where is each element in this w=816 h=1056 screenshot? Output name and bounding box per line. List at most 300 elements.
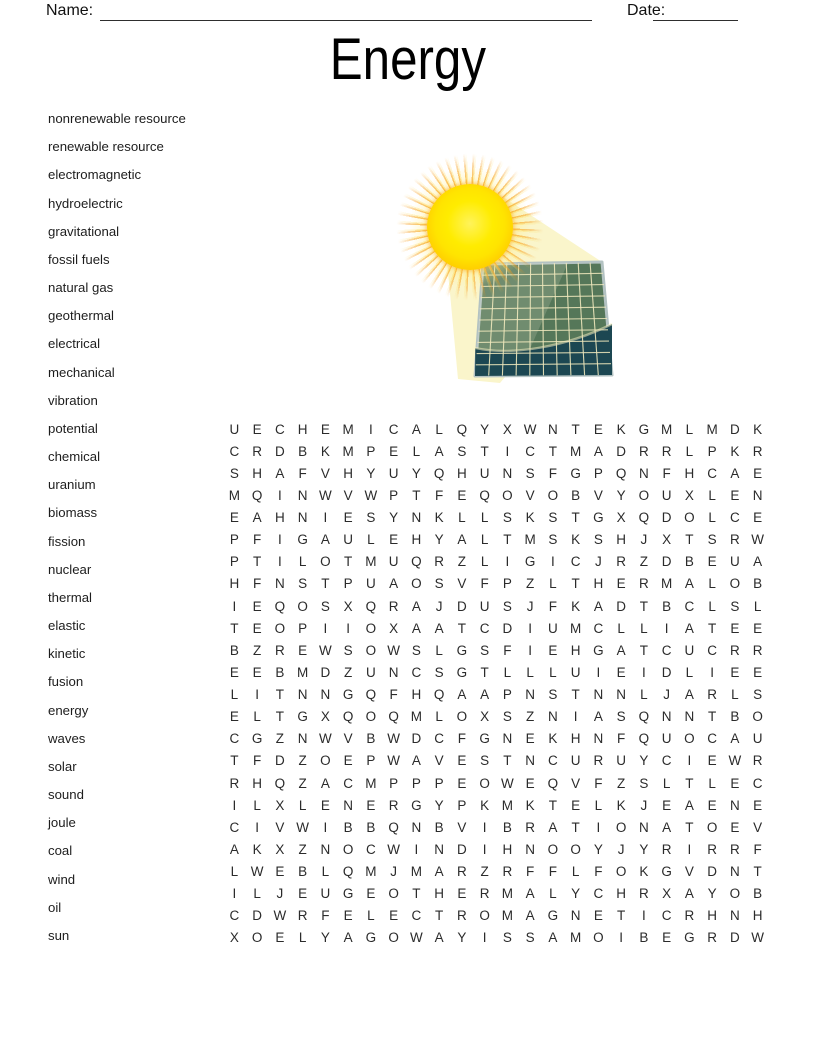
word-list-item: sound [48, 787, 84, 803]
grid-letter: B [366, 819, 376, 835]
grid-letter: M [342, 421, 354, 437]
grid-letter: V [753, 819, 763, 835]
grid-letter: N [502, 465, 513, 481]
grid-letter: M [661, 576, 673, 592]
grid-letter: C [229, 819, 240, 835]
grid-letter: A [548, 930, 558, 946]
grid-letter: F [548, 598, 557, 614]
grid-letter: G [251, 731, 263, 747]
grid-letter: Z [639, 554, 648, 570]
grid-letter: X [502, 421, 512, 437]
grid-letter: X [684, 487, 694, 503]
grid-letter: D [457, 598, 467, 614]
grid-letter: I [482, 819, 487, 835]
grid-letter: T [571, 510, 580, 526]
grid-letter: D [730, 421, 740, 437]
grid-letter: Z [298, 753, 307, 769]
word-list-item: biomass [48, 505, 98, 521]
word-list-item: waves [48, 730, 86, 746]
grid-letter: M [410, 709, 422, 725]
grid-letter: C [343, 775, 353, 791]
grid-letter: Q [638, 510, 650, 526]
grid-letter: T [571, 421, 580, 437]
grid-letter: A [229, 841, 239, 857]
word-list-item: thermal [48, 589, 92, 605]
grid-letter: I [277, 532, 282, 548]
grid-letter: P [389, 487, 399, 503]
grid-letter: N [593, 731, 604, 747]
grid-letter: P [343, 576, 353, 592]
word-list-item: fusion [48, 674, 84, 690]
grid-letter: U [570, 664, 581, 680]
grid-letter: J [663, 687, 670, 703]
grid-letter: O [615, 864, 627, 880]
grid-letter: U [548, 620, 558, 636]
grid-letter: H [343, 465, 353, 481]
grid-letter: U [229, 421, 240, 437]
grid-letter: R [502, 864, 513, 880]
grid-letter: L [549, 886, 557, 902]
grid-letter: U [684, 642, 695, 658]
grid-letter: L [640, 687, 648, 703]
grid-letter: N [275, 576, 285, 592]
grid-letter: E [252, 664, 262, 680]
grid-letter: J [640, 797, 648, 813]
grid-letter: A [343, 930, 353, 946]
grid-letter: Z [298, 775, 307, 791]
grid-letter: L [298, 554, 307, 570]
grid-letter: N [411, 510, 422, 526]
grid-letter: P [707, 443, 717, 459]
grid-letter: K [616, 421, 626, 437]
name-label: Name: [46, 2, 94, 19]
grid-letter: S [343, 642, 353, 658]
word-list-item: electromagnetic [48, 167, 142, 183]
grid-letter: T [548, 443, 557, 459]
grid-letter: K [480, 797, 490, 813]
grid-letter: S [548, 510, 558, 526]
grid-letter: S [593, 532, 603, 548]
grid-letter: N [502, 731, 513, 747]
grid-letter: L [549, 576, 557, 592]
grid-letter: O [365, 709, 377, 725]
grid-letter: L [503, 664, 512, 680]
grid-letter: N [320, 687, 331, 703]
grid-letter: E [730, 664, 740, 680]
grid-letter: S [616, 709, 626, 725]
grid-letter: H [593, 576, 604, 592]
grid-letter: P [502, 576, 512, 592]
grid-letter: P [457, 797, 467, 813]
grid-letter: W [319, 731, 332, 747]
word-list-item: nuclear [48, 561, 92, 577]
grid-letter: E [389, 908, 399, 924]
grid-letter: H [570, 731, 581, 747]
grid-letter: W [250, 864, 264, 880]
grid-letter: A [684, 576, 694, 592]
grid-letter: J [276, 886, 284, 902]
grid-letter: T [503, 532, 512, 548]
grid-letter: T [253, 554, 262, 570]
grid-letter: L [685, 443, 694, 459]
grid-letter: E [730, 819, 740, 835]
grid-letter: X [343, 598, 353, 614]
grid-letter: A [434, 620, 444, 636]
grid-letter: E [320, 797, 330, 813]
grid-letter: N [320, 841, 331, 857]
grid-letter: N [525, 841, 535, 857]
grid-letter: O [684, 731, 695, 747]
grid-letter: S [502, 930, 512, 946]
grid-letter: S [366, 510, 376, 526]
grid-letter: E [571, 797, 581, 813]
grid-letter: Y [389, 510, 399, 526]
grid-letter: S [457, 443, 467, 459]
grid-letter: I [255, 687, 259, 703]
grid-letter: E [707, 753, 717, 769]
grid-letter: W [387, 841, 400, 857]
sun-icon [427, 184, 513, 270]
grid-letter: R [229, 775, 240, 791]
grid-letter: A [457, 687, 467, 703]
grid-letter: H [616, 886, 626, 902]
grid-letter: L [230, 687, 239, 703]
grid-letter: K [525, 797, 535, 813]
grid-letter: F [662, 465, 671, 481]
grid-letter: L [367, 908, 375, 924]
word-list-item: vibration [48, 392, 98, 408]
grid-letter: Z [526, 576, 535, 592]
grid-letter: H [684, 465, 695, 481]
grid-letter: N [525, 687, 535, 703]
grid-letter: T [685, 532, 694, 548]
word-list-item: kinetic [48, 646, 86, 662]
grid-letter: C [593, 886, 604, 902]
grid-letter: F [253, 576, 262, 592]
grid-letter: K [571, 532, 581, 548]
grid-letter: S [320, 598, 330, 614]
grid-letter: N [297, 510, 308, 526]
grid-letter: A [411, 753, 421, 769]
grid-letter: O [251, 930, 263, 946]
grid-letter: C [661, 908, 672, 924]
grid-letter: U [388, 554, 399, 570]
grid-letter: S [525, 465, 535, 481]
grid-letter: F [503, 642, 512, 658]
grid-letter: K [525, 510, 535, 526]
grid-letter: B [753, 886, 763, 902]
grid-letter: L [230, 864, 239, 880]
grid-letter: H [411, 532, 422, 548]
grid-letter: O [615, 819, 627, 835]
grid-letter: G [570, 465, 581, 481]
word-list-item: renewable resource [48, 139, 164, 155]
grid-letter: G [456, 642, 468, 658]
grid-letter: P [434, 775, 444, 791]
grid-letter: F [526, 864, 535, 880]
grid-letter: C [411, 664, 422, 680]
grid-letter: R [525, 819, 535, 835]
grid-letter: I [710, 664, 714, 680]
grid-letter: C [752, 775, 763, 791]
grid-letter: Q [365, 598, 377, 614]
grid-letter: R [388, 797, 399, 813]
grid-letter: R [661, 443, 672, 459]
grid-letter: A [525, 886, 535, 902]
grid-letter: V [343, 731, 353, 747]
grid-letter: E [366, 886, 376, 902]
grid-letter: I [505, 443, 510, 459]
grid-letter: I [528, 620, 532, 636]
grid-letter: Q [411, 554, 422, 570]
grid-letter: I [277, 487, 282, 503]
grid-letter: W [523, 421, 537, 437]
grid-letter: L [298, 797, 307, 813]
grid-letter: Y [480, 421, 490, 437]
grid-letter: R [707, 687, 717, 703]
word-list [48, 105, 186, 950]
grid-letter: L [549, 664, 557, 680]
grid-letter: B [298, 443, 308, 459]
grid-letter: Q [615, 465, 627, 481]
grid-letter: F [617, 731, 626, 747]
grid-letter: N [343, 797, 353, 813]
grid-letter: N [297, 487, 308, 503]
grid-letter: A [525, 908, 535, 924]
grid-letter: J [617, 841, 625, 857]
word-list-item: uranium [48, 477, 96, 493]
grid-letter: R [275, 642, 285, 658]
grid-letter: O [456, 709, 468, 725]
grid-letter: V [275, 819, 285, 835]
grid-letter: L [298, 930, 307, 946]
grid-letter: D [707, 864, 717, 880]
grid-letter: X [229, 930, 239, 946]
grid-letter: C [229, 908, 240, 924]
grid-letter: Q [342, 709, 354, 725]
grid-letter: G [547, 908, 559, 924]
grid-letter: G [593, 510, 604, 526]
grid-letter: L [253, 886, 261, 902]
grid-letter: I [482, 841, 487, 857]
grid-letter: E [753, 510, 763, 526]
grid-letter: D [457, 841, 467, 857]
grid-letter: L [435, 709, 443, 725]
word-list-item: hydroelectric [48, 195, 123, 211]
grid-letter: O [320, 554, 331, 570]
grid-letter: Q [638, 731, 650, 747]
grid-letter: X [480, 709, 490, 725]
grid-letter: J [595, 554, 602, 570]
grid-letter: O [411, 576, 422, 592]
grid-letter: S [730, 598, 740, 614]
grid-letter: X [275, 841, 285, 857]
grid-letter: Y [571, 886, 581, 902]
grid-letter: L [412, 443, 421, 459]
grid-letter: K [730, 443, 740, 459]
grid-letter: L [685, 421, 694, 437]
grid-letter: R [752, 443, 763, 459]
grid-letter: B [275, 664, 285, 680]
grid-letter: O [297, 598, 308, 614]
grid-letter: B [229, 642, 239, 658]
grid-letter: L [526, 664, 534, 680]
grid-letter: E [662, 930, 672, 946]
grid-letter: S [639, 775, 649, 791]
grid-letter: Y [639, 841, 649, 857]
grid-letter: U [343, 532, 353, 548]
grid-letter: T [230, 753, 239, 769]
grid-letter: R [639, 576, 649, 592]
grid-letter: J [435, 598, 443, 614]
grid-letter: N [297, 687, 308, 703]
grid-letter: W [319, 487, 332, 503]
grid-letter: B [571, 487, 581, 503]
grid-letter: E [730, 620, 740, 636]
grid-letter: D [411, 731, 422, 747]
grid-letter: F [321, 908, 330, 924]
grid-letter: R [297, 908, 308, 924]
grid-letter: O [502, 487, 513, 503]
grid-letter: L [253, 797, 261, 813]
grid-letter: G [638, 421, 650, 437]
grid-letter: J [390, 864, 397, 880]
grid-letter: I [323, 510, 328, 526]
grid-letter: H [275, 510, 285, 526]
grid-letter: Q [342, 864, 354, 880]
grid-letter: L [662, 775, 671, 791]
grid-letter: R [707, 930, 717, 946]
grid-letter: Z [275, 731, 284, 747]
grid-letter: S [502, 709, 512, 725]
grid-letter: P [411, 775, 421, 791]
grid-letter: N [570, 908, 581, 924]
grid-letter: I [232, 598, 237, 614]
grid-letter: H [570, 642, 581, 658]
grid-letter: I [255, 819, 259, 835]
grid-letter: E [275, 864, 285, 880]
grid-letter: T [571, 687, 580, 703]
grid-letter: G [456, 664, 468, 680]
grid-letter: L [753, 598, 762, 614]
grid-letter: S [548, 532, 558, 548]
word-list-item: elastic [48, 618, 86, 634]
grid-letter: E [662, 797, 672, 813]
grid-letter: P [389, 775, 399, 791]
grid-letter: N [639, 465, 649, 481]
grid-letter: I [596, 819, 601, 835]
grid-letter: B [662, 598, 672, 614]
grid-letter: A [411, 421, 421, 437]
grid-letter: B [343, 819, 353, 835]
grid-letter: M [524, 532, 536, 548]
grid-letter: L [708, 576, 716, 592]
grid-letter: M [570, 620, 582, 636]
grid-letter: O [729, 576, 741, 592]
grid-letter: B [730, 709, 740, 725]
grid-letter: D [661, 554, 672, 570]
grid-letter: E [389, 443, 399, 459]
grid-letter: O [365, 620, 377, 636]
word-list-item: solar [48, 758, 77, 774]
grid-letter: Z [253, 642, 262, 658]
grid-letter: C [229, 443, 240, 459]
grid-letter: Z [298, 841, 307, 857]
grid-letter: Y [639, 753, 649, 769]
grid-letter: F [457, 731, 466, 747]
grid-letter: G [593, 642, 604, 658]
grid-letter: D [252, 908, 262, 924]
grid-letter: G [684, 930, 695, 946]
grid-letter: Y [320, 930, 330, 946]
grid-letter: Q [274, 598, 286, 614]
grid-letter: V [525, 487, 535, 503]
grid-letter: Y [593, 841, 603, 857]
sun-solar-panel-illustration [390, 145, 630, 385]
word-list-item: mechanical [48, 364, 115, 380]
grid-letter: N [730, 908, 740, 924]
grid-letter: T [753, 864, 762, 880]
grid-letter: X [320, 709, 330, 725]
word-list-item: geothermal [48, 308, 114, 324]
grid-letter: Q [365, 687, 377, 703]
grid-letter: C [411, 908, 422, 924]
grid-letter: F [480, 576, 489, 592]
grid-letter: I [505, 554, 510, 570]
grid-letter: A [662, 819, 672, 835]
grid-letter: W [751, 532, 764, 548]
grid-letter: M [297, 664, 309, 680]
grid-letter: F [298, 465, 307, 481]
grid-letter: I [687, 841, 692, 857]
grid-letter: Q [433, 687, 445, 703]
grid-letter: A [275, 465, 285, 481]
grid-letter: A [457, 532, 467, 548]
grid-letter: S [480, 753, 490, 769]
grid-letter: F [389, 687, 398, 703]
grid-letter: I [641, 908, 646, 924]
grid-letter: M [342, 443, 354, 459]
grid-letter: F [548, 465, 557, 481]
grid-letter: N [388, 664, 399, 680]
grid-letter: C [707, 465, 717, 481]
grid-letter: C [730, 510, 740, 526]
grid-letter: G [661, 864, 672, 880]
page-title: Energy [329, 27, 487, 92]
grid-letter: E [275, 930, 285, 946]
grid-letter: A [730, 465, 740, 481]
grid-letter: G [342, 886, 354, 902]
grid-letter: H [707, 908, 717, 924]
grid-letter: F [753, 841, 762, 857]
grid-letter: S [229, 465, 239, 481]
grid-letter: A [480, 687, 490, 703]
grid-letter: I [232, 797, 237, 813]
grid-letter: R [639, 886, 649, 902]
grid-letter: Z [480, 864, 489, 880]
grid-letter: D [616, 443, 626, 459]
grid-letter: L [708, 775, 716, 791]
grid-letter: I [323, 819, 328, 835]
grid-letter: S [548, 687, 558, 703]
grid-letter: N [616, 687, 626, 703]
grid-letter: O [388, 886, 399, 902]
grid-letter: G [524, 554, 536, 570]
grid-letter: U [616, 753, 626, 769]
grid-letter: W [410, 930, 423, 946]
grid-letter: S [411, 642, 421, 658]
grid-letter: R [434, 554, 444, 570]
